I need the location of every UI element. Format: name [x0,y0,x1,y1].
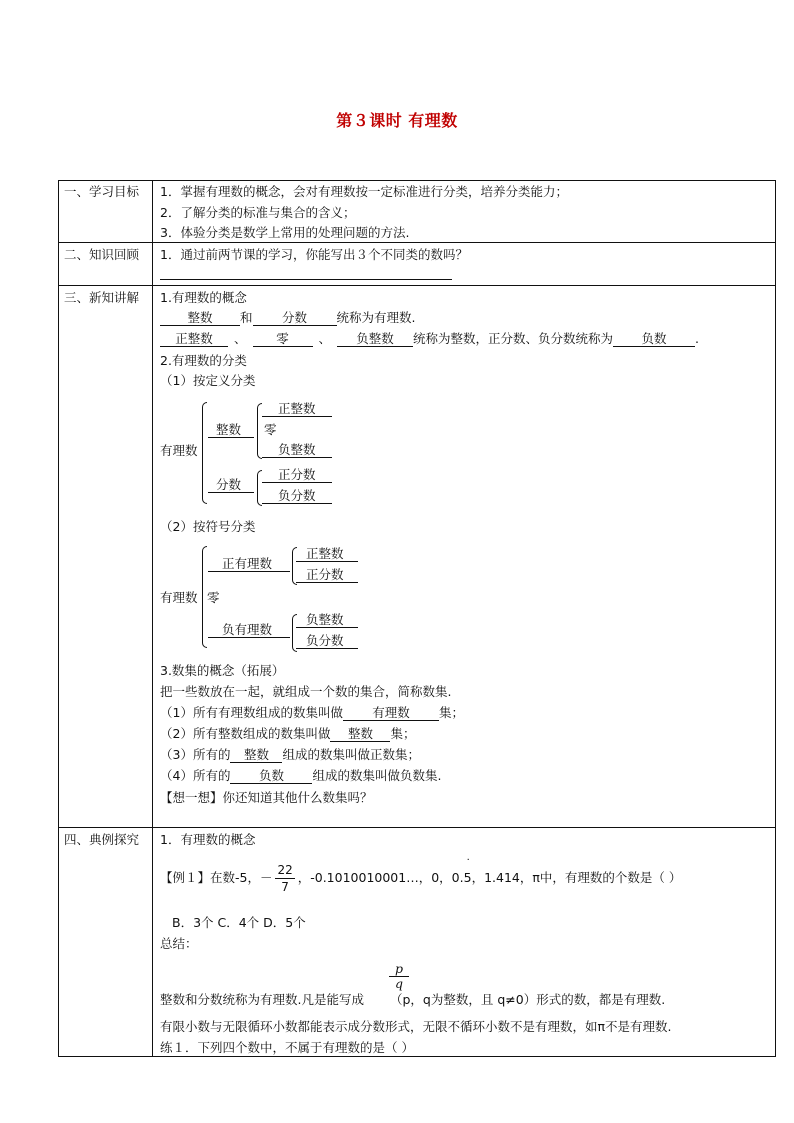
concept-line-2 [160,331,699,347]
tree1-root: 有理数 [160,443,198,458]
tree2-pos-rational-line [208,571,290,572]
tree1-negative-fraction: 负分数 [278,488,316,503]
repeating-digit: 5 · [463,855,472,885]
tree2-positive-rational: 正有理数 [222,556,273,571]
classify-by-sign: （2）按符号分类 [160,519,256,534]
section-review-label: 二、知识回顾 [64,247,140,262]
sets-definition: 把一些数放在一起，就组成一个数的集合，简称数集. [160,684,452,699]
tree1-pos-frac-line [262,482,332,483]
review-question: 1．通过前两节课的学习，你能写出３个不同类的数吗？ [160,247,468,262]
tree1-negative-integer: 负整数 [278,442,316,457]
tree1-neg-frac-line [262,503,332,504]
union-text: 统称为有理数. [336,310,416,325]
set-item-3: （3）所有的 整数 组成的数集叫做正数集； [160,747,420,762]
set-item-1: （1）所有有理数组成的数集叫做 有理数 集； [160,705,464,720]
goal-item-1: 1．掌握有理数的概念，会对有理数按一定标准进行分类，培养分类能力； [160,184,568,199]
integers-text: 统称为整数，正分数、负分数统称为 [413,331,614,346]
blank-set-1[interactable]: 有理数 [343,705,439,721]
tree2-root: 有理数 [160,590,198,605]
repeating-dot-icon: · [466,855,470,866]
concept-heading: 1.有理数的概念 [160,290,247,305]
examples-heading: 1．有理数的概念 [160,832,256,847]
tree2-pos-int-line [296,561,358,562]
tree1-fraction-brace [257,470,262,506]
page-title: 第３课时 有理数 [336,111,458,130]
sets-heading: 3.数集的概念（拓展） [160,663,285,678]
section-goals-label: 一、学习目标 [64,184,140,199]
blank-negative-integer[interactable]: 负整数 [337,331,413,347]
blank-integer[interactable]: 整数 [160,310,240,326]
separator: 、 [318,331,332,346]
tree1-fraction-line [208,492,254,493]
review-answer-line[interactable] [160,279,452,280]
tree2-neg-rational-line [208,637,290,638]
separator: 、 [234,331,247,346]
tree2-neg-brace [292,614,297,652]
fraction-22-7: $\frac{22}{7}$ [277,863,293,894]
blank-set-4[interactable]: 负数 [230,768,312,784]
blank-fraction[interactable]: 分数 [253,310,337,326]
section-examples-label: 四、典例探究 [64,832,140,847]
set-item-4: （4）所有的 负数 组成的数集叫做负数集. [160,768,442,783]
fraction-p-over-q: p q [389,962,409,991]
example-1-choices: B．3个 C．4个 D．5个 [172,915,306,930]
tree2-negative-rational: 负有理数 [222,622,273,637]
example-1: 【例１】在数-5，－ $\frac{22}{7}$ ，-0.1010010001…，0，0.5 · ，1.414，π中，有理数的个数是（ ） [160,855,682,894]
period: . [695,331,700,346]
tree2-pos-brace [292,547,297,585]
tree2-neg-frac-line [296,648,358,649]
blank-zero[interactable]: 零 [253,331,313,347]
and-text: 和 [240,310,253,325]
summary-line-1: 整数和分数统称为有理数.凡是能写成 （p，q为整数，且 q≠0）形式的数，都是有理数. [160,992,666,1007]
tree1-integer-brace [257,403,262,459]
tree2-neg-int-line [296,627,358,628]
blank-negative-fraction[interactable]: 负数 [613,331,695,347]
tree1-root-brace [202,402,207,504]
tree1-neg-int-line [262,457,332,458]
blank-set-3[interactable]: 整数 [230,747,282,763]
goal-item-3: 3．体验分类是数学上常用的处理问题的方法. [160,225,410,240]
summary-line-2: 有限小数与无限循环小数都能表示成分数形式，无限不循环小数不是有理数，如π不是有理数. [160,1019,672,1034]
tree1-zero: 零 [264,422,277,437]
set-item-2: （2）所有整数组成的数集叫做 整数 集； [160,726,416,741]
blank-set-2[interactable]: 整数 [330,726,390,742]
classify-heading: 2.有理数的分类 [160,353,247,368]
tree1-pos-int-line [262,416,332,417]
concept-line-1 [160,310,416,326]
blank-positive-integer[interactable]: 正整数 [160,331,228,347]
tree2-negative-fraction: 负分数 [306,633,344,648]
classify-by-definition: （1）按定义分类 [160,373,256,388]
practice-1: 练１．下列四个数中，不属于有理数的是（ ） [160,1040,414,1055]
tree1-fraction: 分数 [216,477,242,492]
tree2-pos-frac-line [296,582,358,583]
tree1-integer-line [208,437,254,438]
tree1-positive-integer: 正整数 [278,401,316,416]
summary-label: 总结： [160,936,198,951]
tree2-positive-integer: 正整数 [306,546,344,561]
tree1-positive-fraction: 正分数 [278,467,316,482]
section-new-label: 三、新知讲解 [64,290,140,305]
tree2-negative-integer: 负整数 [306,612,344,627]
tree1-integer: 整数 [216,422,242,437]
tree2-zero: 零 [207,590,220,605]
goal-item-2: 2．了解分类的标准与集合的含义； [160,205,356,220]
think-prompt: 【想一想】你还知道其他什么数集吗？ [160,790,373,805]
tree2-positive-fraction: 正分数 [306,567,344,582]
